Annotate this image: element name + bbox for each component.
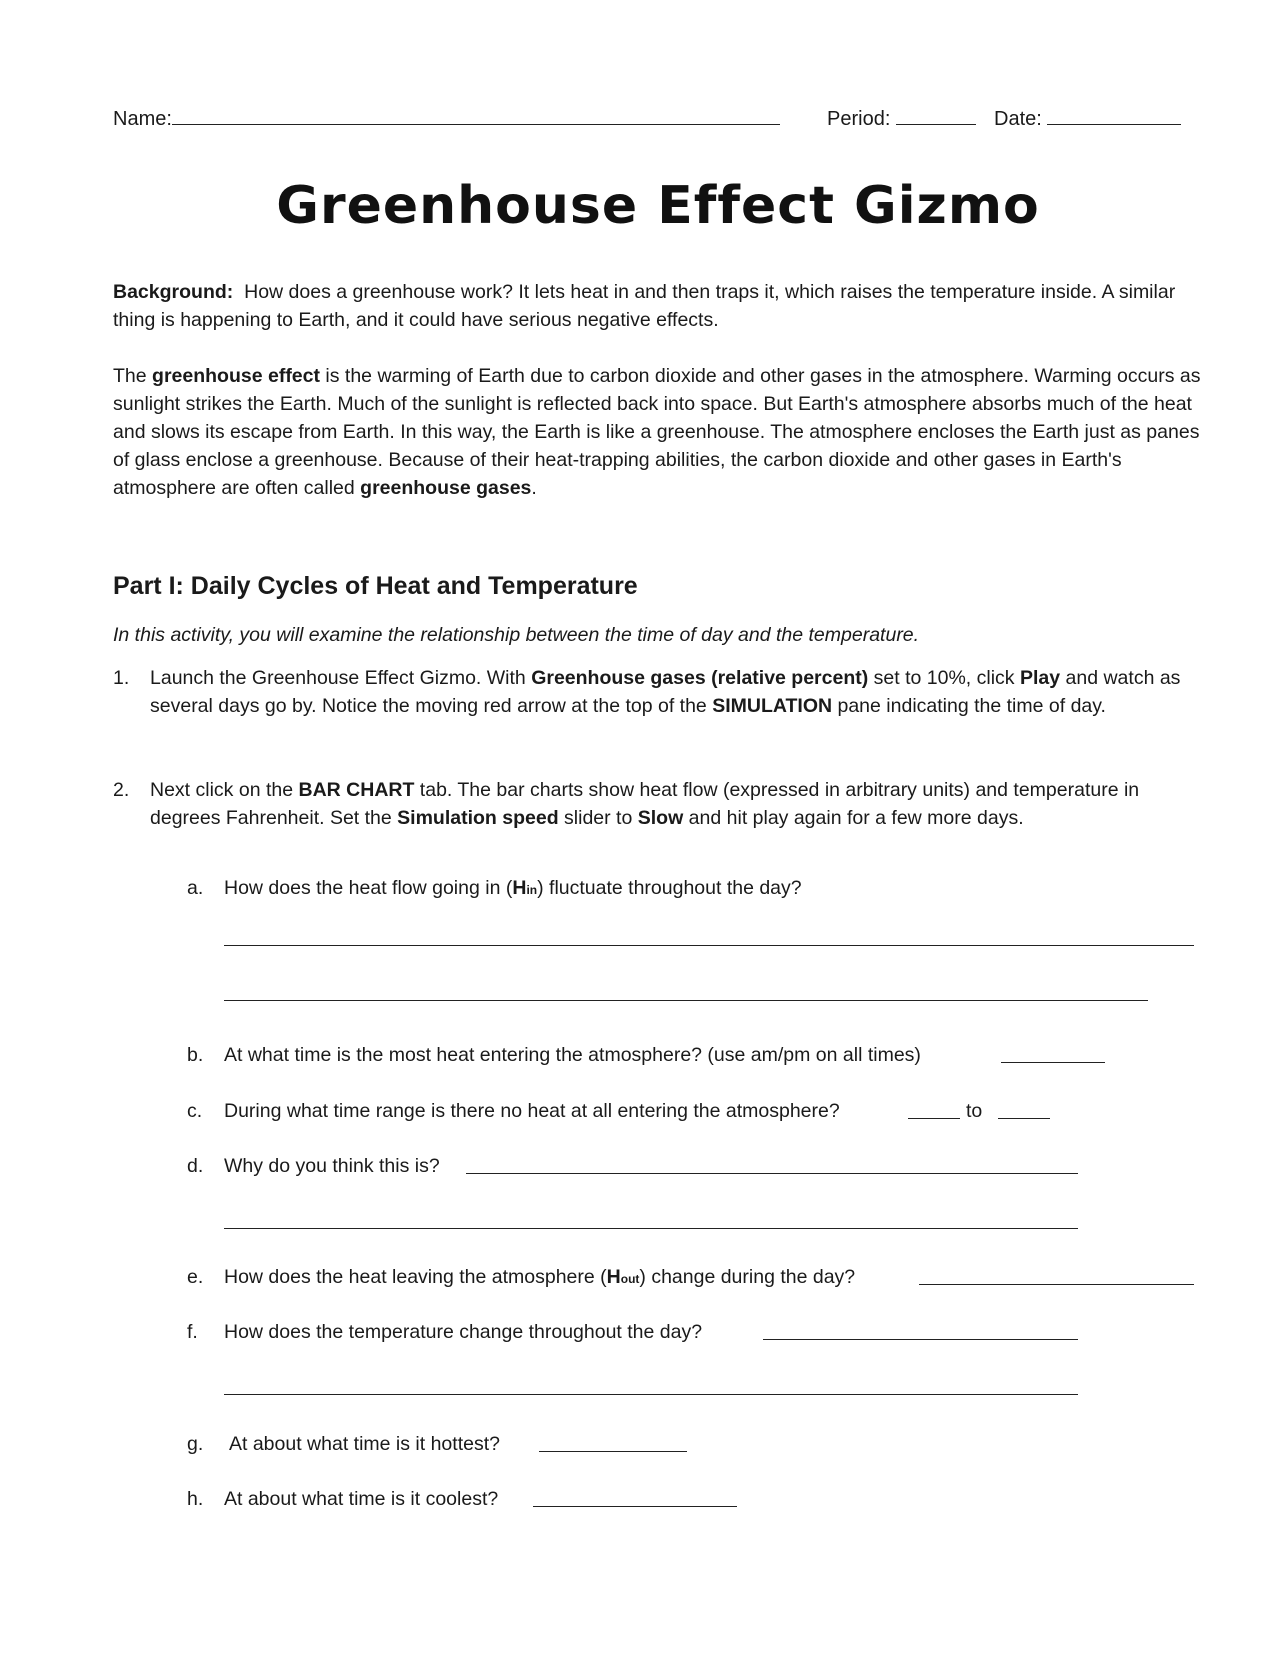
instruction-fragment: Next click on the: [150, 779, 299, 801]
question-letter: f.: [187, 1321, 198, 1343]
part1-intro: In this activity, you will examine the relationship between the time of day and the temperature.: [113, 624, 920, 646]
question-e: [187, 1263, 1203, 1293]
answer-line-f1[interactable]: [763, 1339, 1078, 1340]
date-label: Date:: [994, 108, 1042, 130]
instruction-fragment: Launch the Greenhouse Effect Gizmo. With: [150, 667, 532, 689]
question-letter: g.: [187, 1433, 204, 1455]
question-text: At about what time is it hottest?: [229, 1433, 500, 1455]
instruction-text: [150, 776, 1195, 832]
period-blank[interactable]: [896, 104, 976, 125]
answer-line-d1[interactable]: [466, 1173, 1078, 1174]
name-label: Name:: [113, 108, 172, 130]
answer-line-c-end[interactable]: [998, 1118, 1050, 1119]
instruction-bold: SIMULATION: [712, 695, 833, 717]
range-to-label: to: [966, 1100, 983, 1122]
question-letter: a.: [187, 877, 204, 899]
instruction-bold: Simulation speed: [397, 807, 559, 829]
instruction-bold: Slow: [637, 807, 684, 829]
question-text: How does the temperature change throughout the day?: [224, 1321, 703, 1343]
answer-line-d2[interactable]: [224, 1228, 1078, 1229]
background-paragraph: [113, 278, 1203, 334]
answer-line-c-start[interactable]: [908, 1118, 960, 1119]
header-fields: [113, 104, 1203, 134]
answer-line-b[interactable]: [1001, 1062, 1105, 1063]
question-c: [187, 1097, 1203, 1127]
background-text: How does a greenhouse work? It lets heat in and then traps it, which raises the temperature inside. A similar thing is happening to Earth, and it could have serious negative effects.: [113, 281, 1176, 331]
h-subscript: in: [526, 883, 538, 897]
answer-line-g[interactable]: [539, 1451, 687, 1452]
name-field[interactable]: [113, 104, 780, 131]
question-a: [187, 874, 1203, 904]
greenhouse-effect-term: greenhouse effect: [152, 365, 320, 387]
question-f: [187, 1318, 1203, 1348]
instruction-bold: BAR CHART: [298, 779, 415, 801]
h-subscript: out: [620, 1272, 640, 1286]
instruction-bold: Greenhouse gases (relative percent): [531, 667, 869, 689]
greenhouse-gases-term: greenhouse gases: [360, 477, 532, 499]
question-text: At about what time is it coolest?: [224, 1488, 499, 1510]
instruction-fragment: tab. The bar charts show heat flow (expressed in arbitrary units) and temperature in degrees Fahrenheit. Set the: [150, 779, 1140, 829]
question-text: At what time is the most heat entering the atmosphere? (use am/pm on all times): [224, 1044, 921, 1066]
instruction-fragment: and hit play again for a few more days.: [683, 807, 1024, 829]
question-text: [224, 874, 802, 904]
question-fragment: ) fluctuate throughout the day?: [537, 877, 802, 899]
question-h: [187, 1485, 1203, 1515]
instruction-fragment: pane indicating the time of day.: [832, 695, 1106, 717]
part1-heading: Part I: Daily Cycles of Heat and Temperature: [113, 572, 638, 600]
answer-line-h[interactable]: [533, 1506, 737, 1507]
question-text: During what time range is there no heat at all entering the atmosphere?: [224, 1100, 840, 1122]
answer-line-e[interactable]: [919, 1284, 1194, 1285]
instruction-number: 1.: [113, 667, 130, 689]
period-label: Period:: [827, 108, 891, 130]
answer-line-a1[interactable]: [224, 945, 1194, 946]
question-b: [187, 1041, 1203, 1071]
question-fragment: ) change during the day?: [639, 1266, 856, 1288]
question-text: [224, 1263, 855, 1293]
question-fragment: How does the heat leaving the atmosphere (: [224, 1266, 607, 1288]
definition-text: The: [113, 365, 153, 387]
h-symbol: H: [606, 1266, 621, 1288]
question-g: [187, 1430, 1203, 1460]
question-fragment: How does the heat flow going in (: [224, 877, 513, 899]
question-letter: e.: [187, 1266, 204, 1288]
question-letter: d.: [187, 1155, 204, 1177]
page-title: Greenhouse Effect Gizmo: [276, 176, 1040, 236]
instruction-fragment: set to 10%, click: [868, 667, 1020, 689]
instruction-fragment: slider to: [558, 807, 638, 829]
definition-paragraph: [113, 362, 1203, 502]
answer-line-a2[interactable]: [224, 1000, 1148, 1001]
definition-text: is the warming of Earth due to carbon dioxide and other gases in the atmosphere. Warming occurs as sunlight strikes the Earth. Much of the sunlight is reflected back into space. But Earth's atmosphere absorbs much of the heat and slows its escape from Earth. In this way, the Earth is like a greenhouse. The atmosphere encloses the Earth just as panes of glass enclose a greenhouse. Because of their heat-trapping abilities, the carbon dioxide and other gases in Earth's atmosphere are often called: [113, 365, 1201, 499]
name-blank[interactable]: [172, 104, 780, 125]
definition-text: .: [531, 477, 537, 499]
h-symbol: H: [512, 877, 527, 899]
period-field[interactable]: [827, 104, 976, 131]
background-label: Background:: [113, 281, 234, 303]
question-letter: h.: [187, 1488, 204, 1510]
instruction-bold: Play: [1019, 667, 1061, 689]
date-blank[interactable]: [1047, 104, 1181, 125]
instruction-number: 2.: [113, 779, 130, 801]
answer-line-f2[interactable]: [224, 1394, 1078, 1395]
date-field[interactable]: [994, 104, 1181, 131]
instruction-text: [150, 664, 1195, 720]
question-d: [187, 1152, 1203, 1182]
question-letter: c.: [187, 1100, 203, 1122]
instruction-fragment: and watch as several days go by. Notice the moving red arrow at the top of the: [150, 667, 1181, 717]
question-letter: b.: [187, 1044, 204, 1066]
question-text: Why do you think this is?: [224, 1155, 440, 1177]
